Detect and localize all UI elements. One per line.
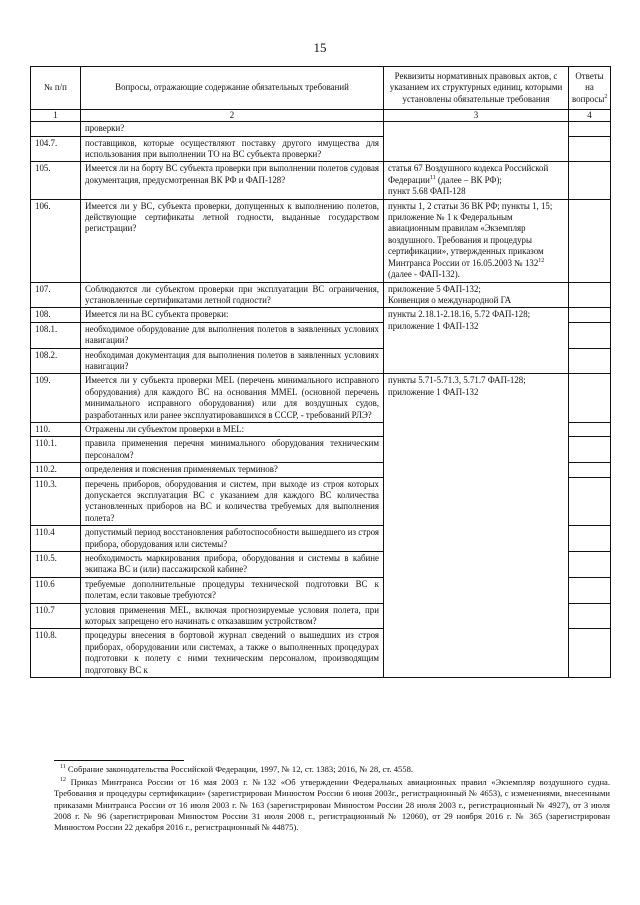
row-requisites [384, 162, 569, 199]
row-answer [569, 162, 611, 199]
req-text: Конвенция о международной ГА [388, 294, 512, 305]
footnote-text: Приказ Минтранса России от 16 мая 2003 г. №132 «Об утверждении Федеральных авиационных правил «Экземпляр воздушного судна. Требования и процедуры сертификации» (зарегистрирован Минюстом России 6 июня 2003г., регистрационный № 4653), с изменениями, внесенными приказами Минтранса России от 16 июля 2003 г. № 163 (зарегистрирован Минюстом России 28 июля 2003 г., регистрационный № 4927), от 3 июля 2008 г. № 96 (зарегистрирован Минюстом России 31 июля 2008 г., регистрационный № 12060), от 29 ноября 2016 г. № 365 (зарегистрирован Минюстом России 22 декабря 2016 г., регистрационный № 44875). [54, 777, 610, 833]
row-question: Имеется ли на борту ВС субъекта проверки при выполнении полетов судовая документация, предусмотренная ВК РФ и ФАП-128? [81, 162, 384, 199]
row-answer [569, 603, 611, 629]
header-answers-text: Ответы на вопросы [572, 71, 605, 104]
row-num: 110.8. [31, 629, 81, 678]
row-question: правила применения перечня минимального оборудования техническим персоналом? [81, 437, 384, 463]
row-num: 110.4 [31, 526, 81, 552]
row-answer [569, 463, 611, 477]
row-question: поставщиков, которые осуществляют поставку другого имущества для использования при выполнении ТО на ВС субъекта проверки? [81, 136, 384, 162]
row-num: 110.2. [31, 463, 81, 477]
table-row [31, 162, 611, 199]
req-text: пункты 1, 2 статьи 36 ВК РФ; пункты 1, 15; приложение № 1 к Федеральным авиационным правилам «Экземпляр воздушного. Требования и процедуры сертификации», утвержденных приказом Минтранса России от 16.05.2003 № 132 [388, 200, 553, 268]
header-questions: Вопросы, отражающие содержание обязательных требований [81, 67, 384, 110]
row-answer [569, 348, 611, 374]
row-question: требуемые дополнительные процедуры технической подготовки ВС к полетам, если таковые требуются? [81, 577, 384, 603]
row-answer [569, 477, 611, 526]
row-question: необходимое оборудование для выполнения полетов в заявленных условиях навигации? [81, 322, 384, 348]
row-num: 108.1. [31, 322, 81, 348]
row-answer [569, 322, 611, 348]
header-num: № п/п [31, 67, 81, 110]
row-num: 110.6 [31, 577, 81, 603]
row-requisites [384, 282, 569, 308]
footnote-mark: 12 [60, 777, 66, 784]
requirements-table [30, 66, 611, 678]
colnum: 2 [81, 110, 384, 122]
row-answer [569, 122, 611, 136]
row-num [31, 122, 81, 136]
table-row [31, 122, 611, 136]
row-answer [569, 552, 611, 578]
req-text: (далее - ФАП-132). [388, 269, 460, 280]
colnum: 1 [31, 110, 81, 122]
row-question: Имеется ли у ВС, субъекта проверки, допущенных к выполнению полетов, действующие сертификаты летной годности, выданные государством регистрации? [81, 199, 384, 282]
row-requisites: пункты 5.71-5.71.3, 5.71.7 ФАП-128; приложение 1 ФАП-132 [384, 374, 569, 678]
row-answer [569, 282, 611, 308]
row-num: 110.3. [31, 477, 81, 526]
row-num: 106. [31, 199, 81, 282]
row-num: 110.1. [31, 437, 81, 463]
table-row [31, 308, 611, 322]
row-requisites [384, 122, 569, 162]
column-number-row [31, 110, 611, 122]
row-question: Имеется ли у субъекта проверки MEL (перечень минимального исправного оборудования) для каждого ВС на основания MMEL (основной перечень минимального исправного оборудования) или для воздушных судов, разработанных или ранее эксплуатировавшихся в СССР, - требований РЛЭ? [81, 374, 384, 423]
row-question: определения и пояснения применяемых терминов? [81, 463, 384, 477]
row-question: Отражены ли субъектом проверки в MEL: [81, 422, 384, 436]
table-header-row [31, 67, 611, 110]
row-question: необходимая документация для выполнения полетов в заявленных условиях навигации? [81, 348, 384, 374]
row-num: 108.2. [31, 348, 81, 374]
row-question: проверки? [81, 122, 384, 136]
row-answer [569, 577, 611, 603]
row-num: 107. [31, 282, 81, 308]
colnum: 4 [569, 110, 611, 122]
row-answer [569, 526, 611, 552]
header-answers-sup: 2 [604, 93, 608, 100]
row-question: перечень приборов, оборудования и систем, при выходе из строя которых допускается эксплуатация ВС с указанием для каждого ВС количества установленных приборов на ВС и количества требуемых для выполнения полета? [81, 477, 384, 526]
footnotes [54, 764, 610, 835]
row-question: процедуры внесения в бортовой журнал сведений о вышедших из строя приборах, оборудовании или системах, а также о выполненных процедурах подготовки к полету с ними техническим персоналом, производящим подготовку ВС к [81, 629, 384, 678]
row-requisites [384, 199, 569, 282]
row-num: 109. [31, 374, 81, 423]
row-answer [569, 199, 611, 282]
row-answer [569, 437, 611, 463]
row-answer [569, 136, 611, 162]
footnote [54, 777, 610, 833]
req-text: приложение 5 ФАП-132; [388, 283, 481, 294]
table-row [31, 374, 611, 423]
row-answer [569, 374, 611, 423]
req-text: статья 67 Воздушного кодекса Российской Федерации [388, 163, 549, 185]
page-number: 15 [313, 40, 327, 55]
row-question: условия применения MEL, включая прогнозируемые условия полета, при которых запрещено его начинать с отказавшим устройством? [81, 603, 384, 629]
footnote [54, 764, 610, 775]
row-requisites: пункты 2.18.1-2.18.16, 5.72 ФАП-128; приложение 1 ФАП-132 [384, 308, 569, 374]
footnote-mark: 11 [429, 174, 436, 181]
row-question: необходимость маркирования прибора, оборудования и системы в кабине экипажа ВС и (или) пассажирской кабине? [81, 552, 384, 578]
req-text: (далее – ВК РФ); [435, 174, 502, 185]
header-answers [569, 67, 611, 110]
row-answer [569, 629, 611, 678]
row-num: 110.7 [31, 603, 81, 629]
row-num: 105. [31, 162, 81, 199]
row-question: Имеется ли на ВС субъекта проверки: [81, 308, 384, 322]
req-text: пункт 5.68 ФАП-128 [388, 186, 466, 197]
table-row [31, 282, 611, 308]
row-answer [569, 308, 611, 322]
colnum: 3 [384, 110, 569, 122]
row-num: 110.5. [31, 552, 81, 578]
footnote-separator [54, 760, 184, 761]
row-question: Соблюдаются ли субъектом проверки при эксплуатации ВС ограничения, установленные сертификатами летной годности? [81, 282, 384, 308]
row-question: допустимый период восстановления работоспособности вышедшего из строя прибора, оборудования или системы? [81, 526, 384, 552]
header-requisites: Реквизиты нормативных правовых актов, с указанием их структурных единиц, которыми установлены обязательные требования [384, 67, 569, 110]
footnote-text: Собрание законодательства Российской Федерации, 1997, № 12, ст. 1383; 2016, № 28, ст. 4558. [65, 764, 414, 774]
table-row [31, 199, 611, 282]
row-answer [569, 422, 611, 436]
footnote-mark: 12 [538, 257, 545, 264]
row-num: 110. [31, 422, 81, 436]
row-num: 104.7. [31, 136, 81, 162]
row-num: 108. [31, 308, 81, 322]
footnote-mark: 11 [60, 764, 66, 771]
